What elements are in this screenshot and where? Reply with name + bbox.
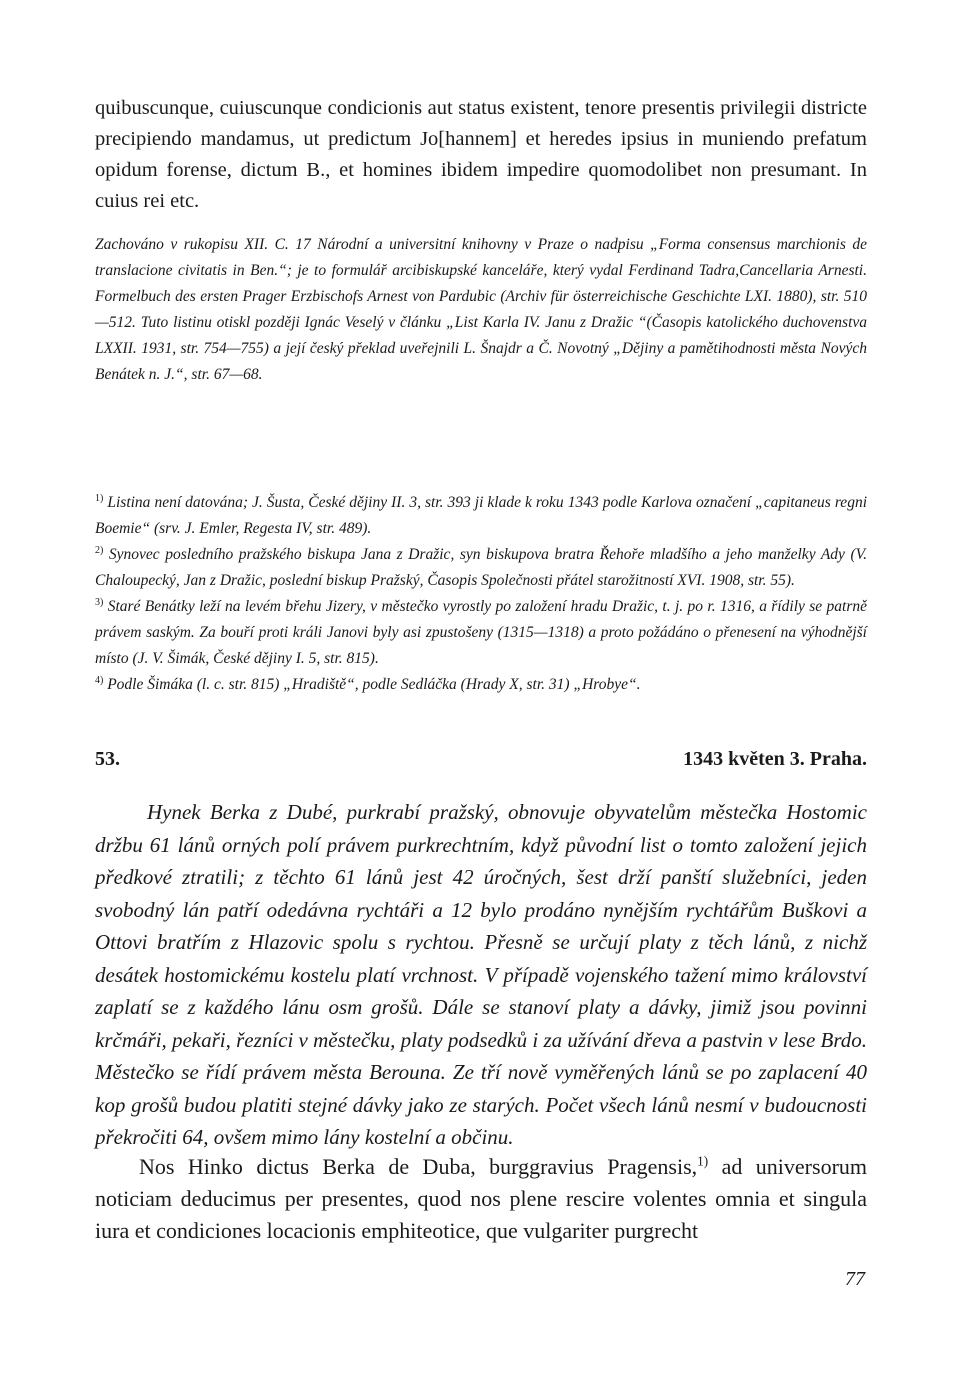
footnote-2 [95, 542, 867, 594]
footnote-1 [95, 490, 867, 542]
footnote-mark: 4) [95, 674, 104, 686]
footnote-mark: 3) [95, 596, 104, 608]
latin-text-continued: ad universorum noticiam deducimus per presentes, quod nos plene rescire volentes omnia et singula iura et condiciones locacionis emphiteotice, que vulgariter purgrecht [95, 1154, 868, 1243]
summary-text: Hynek Berka z Dubé, purkrabí pražský, obnovuje obyvatelům městečka Hostomic držbu 61 lánů orných polí právem purkrechtním, když původní list o tomto založení jejich předkové ztratili; z těchto 61 lánů jest 42 úročných, šest drží panští služebníci, jeden svobodný lán patří odedávna rychtáři a 12 bylo prodáno nynějším rychtářům Buškovi a Ottovi bratřím z Hlazovic spolu s rychtou. Přesně se určují platy z těch lánů, z nichž desátek hostomickému kostelu platí vrchnost. V případě vojenského tažení mimo království zaplatí se z každého lánu osm grošů. Dále se stanoví platy a dávky, jimiž jsou povinni krčmáři, pekaři, řezníci v městečku, platy podsedků i za užívání dřeva a pastvin v lese Brdo. Městečko se řídí právem města Berouna. Ze tří nově vyměřených lánů se po zaplacení 40 kop grošů budou platiti stejné dávky jako ze starých. Počet všech lánů nesmí v budoucnosti překročiti 64, ovšem mimo lány kostelní a občinu. [95, 800, 867, 1149]
footnotes [95, 490, 867, 698]
source-note: Zachováno v rukopisu XII. C. 17 Národní a universitní knihovny v Praze o nadpisu „Forma consensus marchionis de translacione civitatis in Ben.“; je to formulář arcibiskupské kanceláře, který vydal Ferdinand Tadra,Cancellaria Arnesti. Formelbuch des ersten Prager Erzbischofs Arnest von Pardubic (Archiv für österreichische Geschichte LXI. 1880), str. 510—512. Tuto listinu otiskl později Ignác Veselý v článku „List Karla IV. Janu z Dražic “(Časopis katolického duchovenstva LXXII. 1931, str. 754—755) a její český překlad uveřejnili L. Šnajdr a Č. Novotný „Dějiny a pamětihodnosti města Nových Benátek n. J.“, str. 67—68. [95, 236, 867, 383]
regest-summary [95, 796, 867, 1154]
latin-text [95, 1151, 867, 1247]
document-date: 1343 květen 3. Praha. [683, 748, 867, 770]
document-heading [95, 748, 867, 778]
footnote-text: Podle Šimáka (l. c. str. 815) „Hradiště“, podle Sedláčka (Hrady X, str. 31) „Hrobye“. [107, 676, 641, 693]
footnote-mark: 1) [95, 492, 104, 504]
footnote-mark: 2) [95, 544, 104, 556]
latin-text-start: Nos Hinko dictus Berka de Duba, burggravius Pragensis, [139, 1154, 698, 1179]
document-number: 53. [95, 748, 120, 770]
footnote-text: Staré Benátky leží na levém břehu Jizery, v městečko vyrostly po založení hradu Dražic, t. j. po r. 1316, a řídily se patrně právem saským. Za bouří proti králi Janovi byly asi zpustošeny (1315—1318) a proto požádáno o přenesení na výhodnější místo (J. V. Šimák, České dějiny I. 5, str. 815). [95, 598, 868, 667]
continued-paragraph: quibuscunque, cuiuscunque condicionis aut status existent, tenore presentis privilegii districte precipiendo mandamus, ut predictum Jo[hannem] et heredes ipsius in muniendo prefatum opidum forense, dictum B., et homines ibidem impedire quomodolibet non presumant. In cuius rei etc. [95, 97, 867, 212]
page-number: 77 [845, 1268, 865, 1290]
footnote-text: Listina není datována; J. Šusta, České dějiny II. 3, str. 393 ji klade k roku 1343 podle Karlova označení „capitaneus regni Boemie“ (srv. J. Emler, Regesta IV, str. 489). [95, 494, 867, 537]
footnote-reference: 1) [697, 1153, 709, 1169]
footnote-3 [95, 594, 867, 672]
footnote-4 [95, 672, 867, 698]
footnote-text: Synovec posledního pražského biskupa Jana z Dražic, syn biskupova bratra Řehoře mladšího a jeho manželky Ady (V. Chaloupecký, Jan z Dražic, poslední biskup Pražský, Časopis Společnosti přátel starožitností XVI. 1908, str. 55). [95, 546, 867, 589]
